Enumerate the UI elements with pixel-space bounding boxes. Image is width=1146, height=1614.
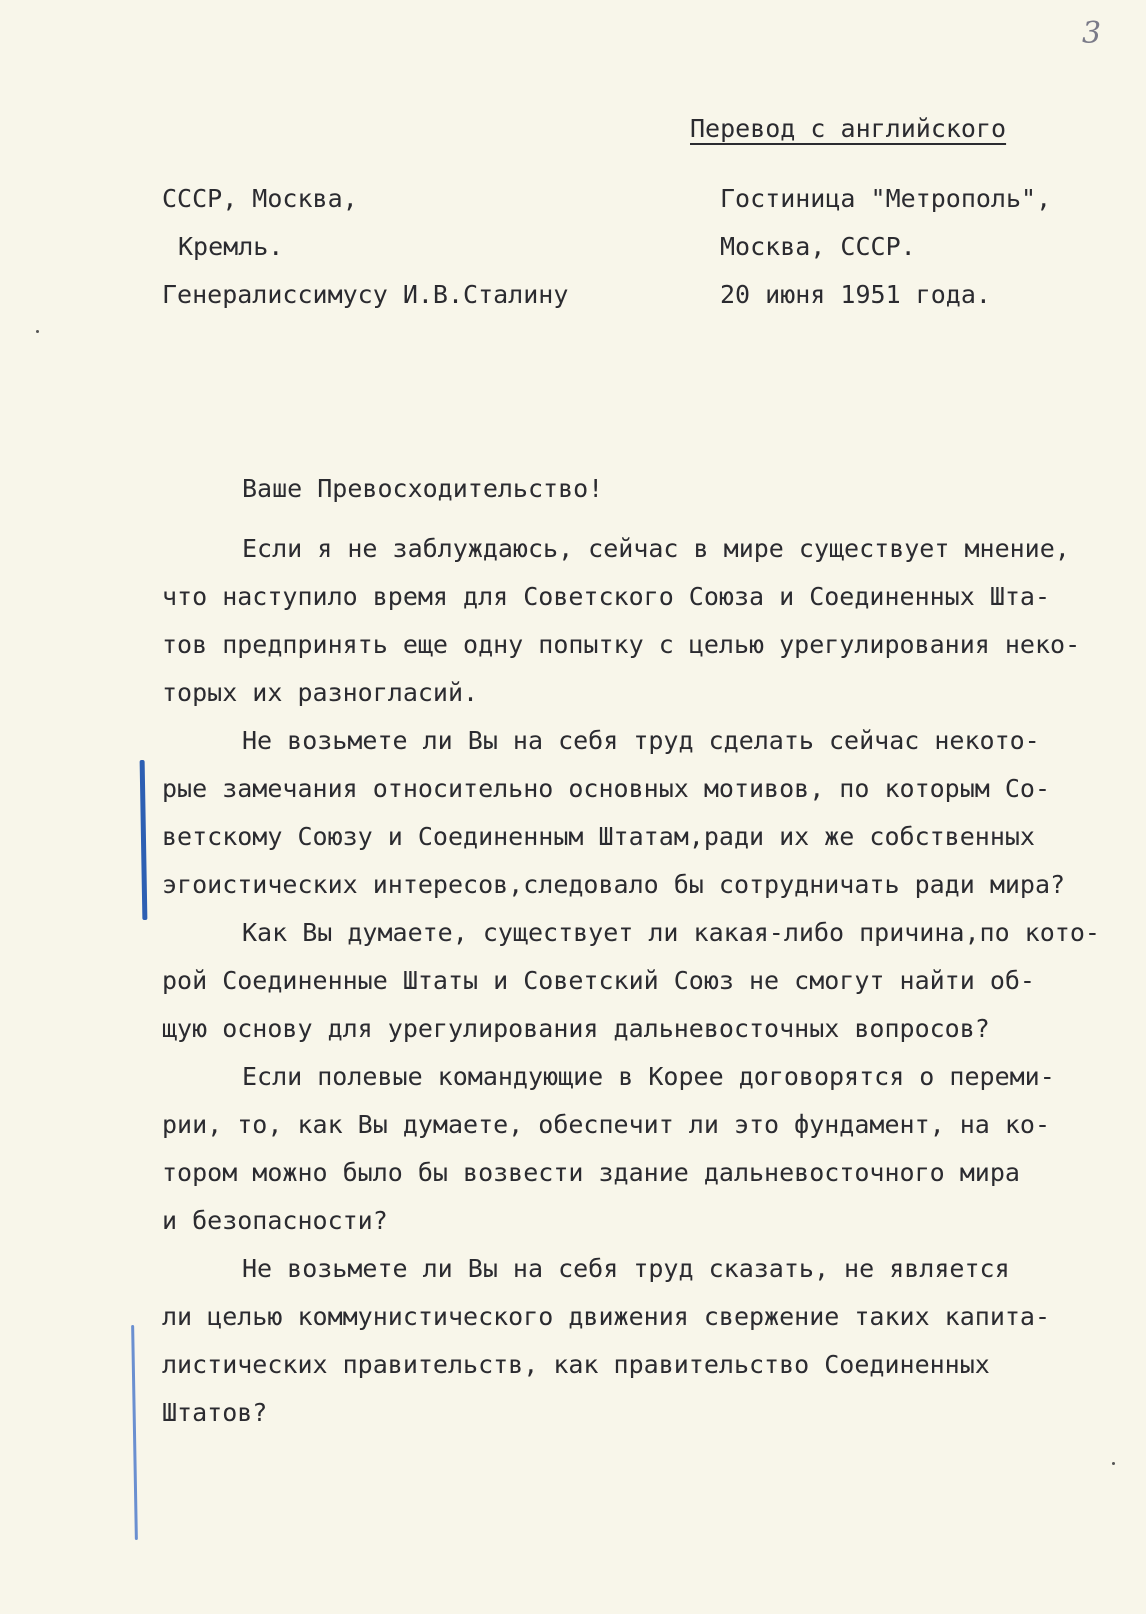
paper-speck	[36, 330, 39, 333]
letter-body	[162, 525, 1102, 1437]
text-line: торых их разногласий.	[162, 678, 479, 707]
paragraph	[162, 717, 1102, 909]
text-line: эгоистических интересов,следовало бы сотрудничать ради мира?	[162, 870, 1066, 899]
text-line: Как Вы думаете, существует ли какая-либо причина,по кото-	[242, 918, 1100, 947]
page-number: 3	[1082, 16, 1102, 51]
text-line: тором можно было бы возвести здание дальневосточного мира	[162, 1158, 1020, 1187]
sender-line: Москва, СССР.	[720, 232, 916, 261]
text-line: что наступило время для Советского Союза и Соединенных Шта-	[162, 582, 1051, 611]
text-line: и безопасности?	[162, 1206, 388, 1235]
sender-line: Гостиница "Метрополь",	[720, 184, 1052, 213]
text-line: Если полевые командующие в Корее договорятся о переми-	[242, 1062, 1055, 1091]
text-line: тов предпринять еще одну попытку с целью урегулирования неко-	[162, 630, 1081, 659]
recipient-line: СССР, Москва,	[162, 184, 358, 213]
text-line: щую основу для урегулирования дальневосточных вопросов?	[162, 1014, 990, 1043]
text-line: Не возьмете ли Вы на себя труд сказать, не является	[242, 1254, 1010, 1283]
text-line: рые замечания относительно основных мотивов, по которым Со-	[162, 774, 1051, 803]
sender-address	[720, 175, 1051, 319]
margin-pencil-mark	[131, 1325, 138, 1540]
text-line: листических правительств, как правительство Соединенных	[162, 1350, 990, 1379]
recipient-line: Генералиссимусу И.В.Сталину	[162, 280, 569, 309]
margin-pencil-mark	[140, 760, 148, 920]
translation-note: Перевод с английского	[690, 114, 1007, 143]
text-line: Не возьмете ли Вы на себя труд сделать сейчас некото-	[242, 726, 1040, 755]
paragraph	[162, 909, 1102, 1053]
text-line: ли целью коммунистического движения свержение таких капита-	[162, 1302, 1051, 1331]
paragraph	[162, 1245, 1102, 1437]
text-line: ветскому Союзу и Соединенным Штатам,ради их же собственных	[162, 822, 1035, 851]
recipient-line: Кремль.	[178, 232, 284, 261]
text-line: Штатов?	[162, 1398, 268, 1427]
paragraph	[162, 1053, 1102, 1245]
paper-speck	[1112, 1462, 1115, 1465]
text-line: рии, то, как Вы думаете, обеспечит ли это фундамент, на ко-	[162, 1110, 1051, 1139]
salutation: Ваше Превосходительство!	[242, 474, 604, 503]
text-line: Если я не заблуждаюсь, сейчас в мире существует мнение,	[242, 534, 1070, 563]
text-line: рой Соединенные Штаты и Советский Союз не смогут найти об-	[162, 966, 1035, 995]
letter-date: 20 июня 1951 года.	[720, 280, 991, 309]
paragraph	[162, 525, 1102, 717]
recipient-address	[162, 175, 568, 319]
